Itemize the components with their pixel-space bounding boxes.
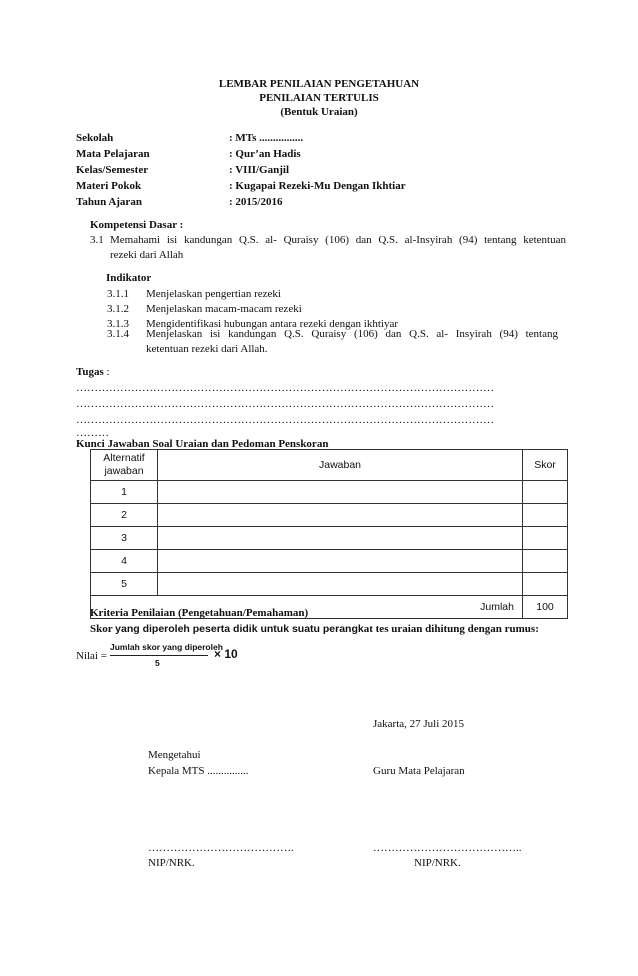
nip-left: NIP/NRK. [148,857,195,869]
kunci-header-row [91,450,568,481]
place-date: Jakarta, 27 Juli 2015 [373,718,465,730]
row-number: 2 [91,504,158,527]
indikator-num-3: 3.1.3 [107,318,129,330]
jawaban-cell [158,527,523,550]
nilai-denominator: 5 [155,658,160,668]
nilai-label: Nilai = [76,650,107,662]
kompetensi-number: 3.1 [90,234,104,246]
col-jawaban: Jawaban [158,450,523,481]
title-form: (Bentuk Uraian) [280,106,358,118]
indikator-heading: Indikator [106,272,152,284]
guru-label: Guru Mata Pelajaran [373,765,465,777]
row-number: 3 [91,527,158,550]
indikator-text-2: Menjelaskan macam-macam rezeki [146,303,302,315]
indikator-text-3: Mengidentifikasi hubungan antara rezeki dengan ikhtiyar [146,318,398,330]
tugas-dots-4: ……… [76,427,109,439]
value-mapel: : Qur’an Hadis [229,148,301,160]
jawaban-cell [158,504,523,527]
jumlah-value: 100 [523,596,568,619]
indikator-text-4-line2: ketentuan rezeki dari Allah. [146,343,268,355]
value-tahun: : 2015/2016 [229,196,283,208]
row-number: 1 [91,481,158,504]
mengetahui-label: Mengetahui [148,749,201,761]
indikator-num-2: 3.1.2 [107,303,129,315]
tugas-dots-2: …………………………………………………………………………………………………… [76,398,494,410]
label-tahun: Tahun Ajaran [76,196,142,208]
skor-cell [523,573,568,596]
kunci-table [90,449,568,619]
tugas-label: Tugas [76,366,104,378]
kriteria-heading: Kriteria Penilaian (Pengetahuan/Pemahaman) [90,607,309,619]
label-mapel: Mata Pelajaran [76,148,150,160]
jawaban-cell [158,573,523,596]
fraction-bar [110,655,208,656]
kriteria-skor-middle: yang diperoleh peserta didik untuk suatu perangk [115,623,364,635]
indikator-text-4: Menjelaskan isi kandungan Q.S. Quraisy (106) dan Q.S. al- Insyirah (94) tentang [146,328,558,340]
value-sekolah: : MTs ................ [229,132,304,144]
value-materi: : Kugapai Rezeki-Mu Dengan Ikhtiar [229,180,406,192]
title-sub: PENILAIAN TERTULIS [259,92,379,104]
skor-cell [523,481,568,504]
table-row [91,481,568,504]
tugas-colon: : [103,366,110,378]
tugas-label-group [76,366,110,378]
title-main: LEMBAR PENILAIAN PENGETAHUAN [218,78,420,90]
kompetensi-heading: Kompetensi Dasar : [90,219,184,231]
indikator-num-1: 3.1.1 [107,288,129,300]
col-alternatif-jawaban: Alternatif jawaban [91,450,158,481]
indikator-num-4: 3.1.4 [107,328,129,340]
label-materi: Materi Pokok [76,180,142,192]
skor-cell [523,504,568,527]
skor-cell [523,550,568,573]
label-sekolah: Sekolah [76,132,114,144]
table-row [91,573,568,596]
tugas-dots-1: …………………………………………………………………………………………………… [76,382,494,394]
value-kelas: : VIII/Ganjil [229,164,290,176]
jawaban-cell [158,550,523,573]
kompetensi-text-line1: Memahami isi kandungan Q.S. al- Quraisy (106) dan Q.S. al-Insyirah (94) tentang ketentuan [110,234,566,246]
kunci-heading: Kunci Jawaban Soal Uraian dan Pedoman Penskoran [76,438,329,450]
kriteria-skor-end: at tes uraian dihitung dengan rumus: [363,623,539,635]
table-row [91,527,568,550]
row-number: 4 [91,550,158,573]
signature-line-left: …………………………………. [148,842,294,854]
row-number: 5 [91,573,158,596]
nilai-multiplier: × 10 [214,647,238,661]
kriteria-skor-line [90,623,539,635]
kepala-label: Kepala MTS ............... [148,765,249,777]
table-row [91,504,568,527]
signature-line-right: ………………………………….. [373,842,522,854]
label-kelas: Kelas/Semester [76,164,149,176]
table-row [91,550,568,573]
kompetensi-text-line2: rezeki dari Allah [110,249,184,261]
tugas-dots-3: …………………………………………………………………………………………………… [76,414,494,426]
skor-cell [523,527,568,550]
nip-right: NIP/NRK. [414,857,461,869]
nilai-numerator: Jumlah skor yang diperoleh [110,642,223,652]
col-skor: Skor [523,450,568,481]
jawaban-cell [158,481,523,504]
jumlah-label: Jumlah [91,596,523,619]
indikator-text-1: Menjelaskan pengertian rezeki [146,288,281,300]
kriteria-skor-word: Skor [90,623,113,635]
